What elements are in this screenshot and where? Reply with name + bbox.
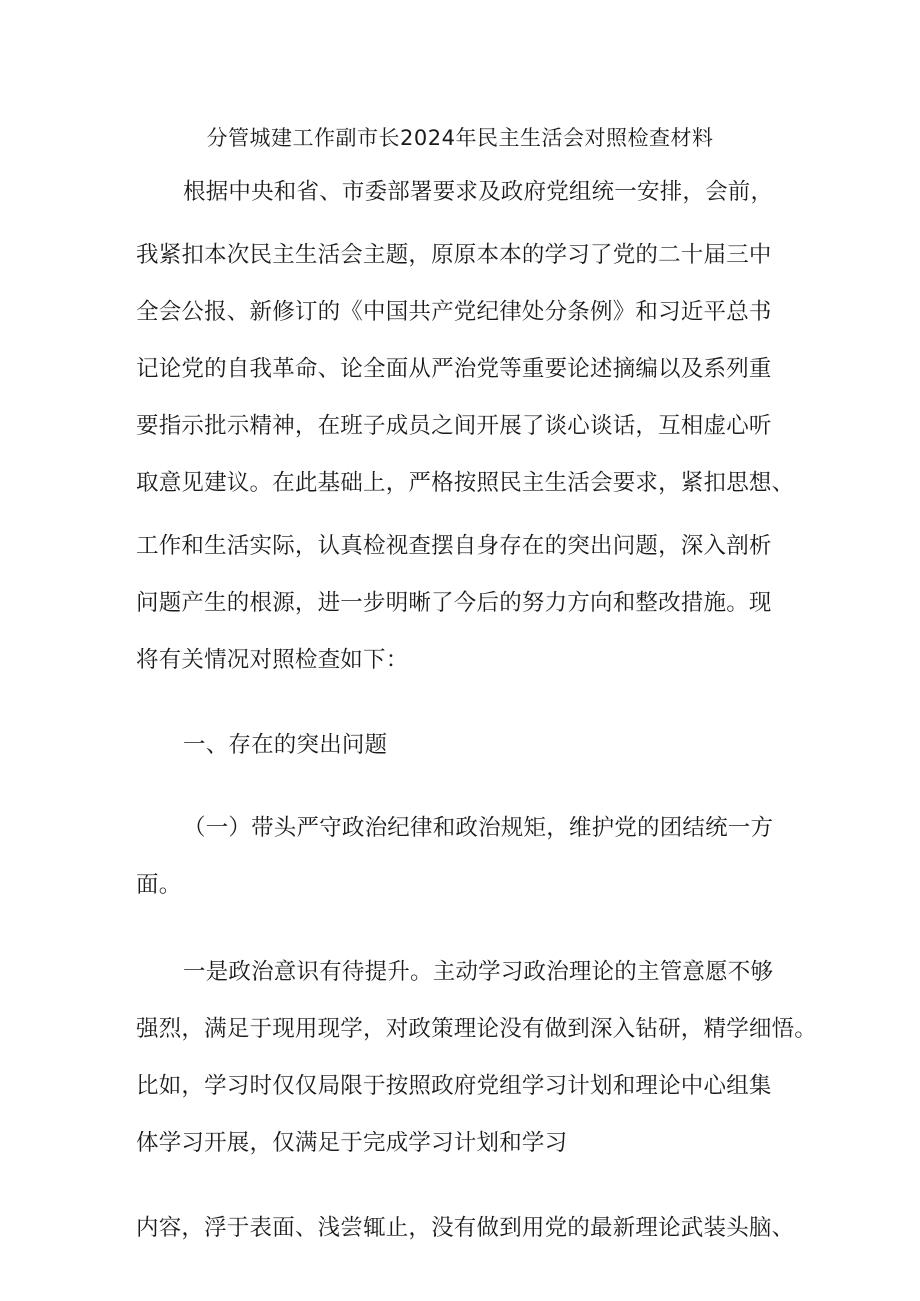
section-heading: 一、存在的突出问题 [183, 732, 388, 758]
point-line: 体学习开展，仅满足于完成学习计划和学习 [136, 1130, 568, 1156]
document-title: 分管城建工作副市长2024年民主生活会对照检查材料 [206, 126, 714, 150]
intro-line: 全会公报、新修订的《中国共产党纪律处分条例》和习近平总书 [136, 299, 772, 325]
intro-line: 取意见建议。在此基础上，严格按照民主生活会要求，紧扣思想、 [136, 470, 795, 496]
intro-line: 工作和生活实际，认真检视查摆自身存在的突出问题，深入剖析 [136, 533, 772, 559]
point-line: 比如，学习时仅仅局限于按照政府党组学习计划和理论中心组集 [136, 1073, 772, 1099]
intro-line: 我紧扣本次民主生活会主题，原原本本的学习了党的二十届三中 [136, 242, 772, 268]
intro-line: 要指示批示精神，在班子成员之间开展了谈心谈话，互相虚心听 [136, 413, 772, 439]
subsection-line: （一）带头严守政治纪律和政治规矩，维护党的团结统一方 [183, 815, 774, 841]
intro-line: 根据中央和省、市委部署要求及政府党组统一安排，会前， [183, 179, 774, 205]
intro-line: 记论党的自我革命、论全面从严治党等重要论述摘编以及系列重 [136, 356, 772, 382]
subsection-line: 面。 [136, 872, 182, 898]
continuation-line: 内容，浮于表面、浅尝辄止，没有做到用党的最新理论武装头脑、 [136, 1215, 795, 1241]
intro-line: 问题产生的根源，进一步明晰了今后的努力方向和整改措施。现 [136, 590, 772, 616]
intro-line: 将有关情况对照检查如下： [136, 647, 409, 673]
point-line: 一是政治意识有待提升。主动学习政治理论的主管意愿不够 [183, 959, 774, 985]
point-line: 强烈，满足于现用现学，对政策理论没有做到深入钻研，精学细悟。 [136, 1016, 818, 1042]
